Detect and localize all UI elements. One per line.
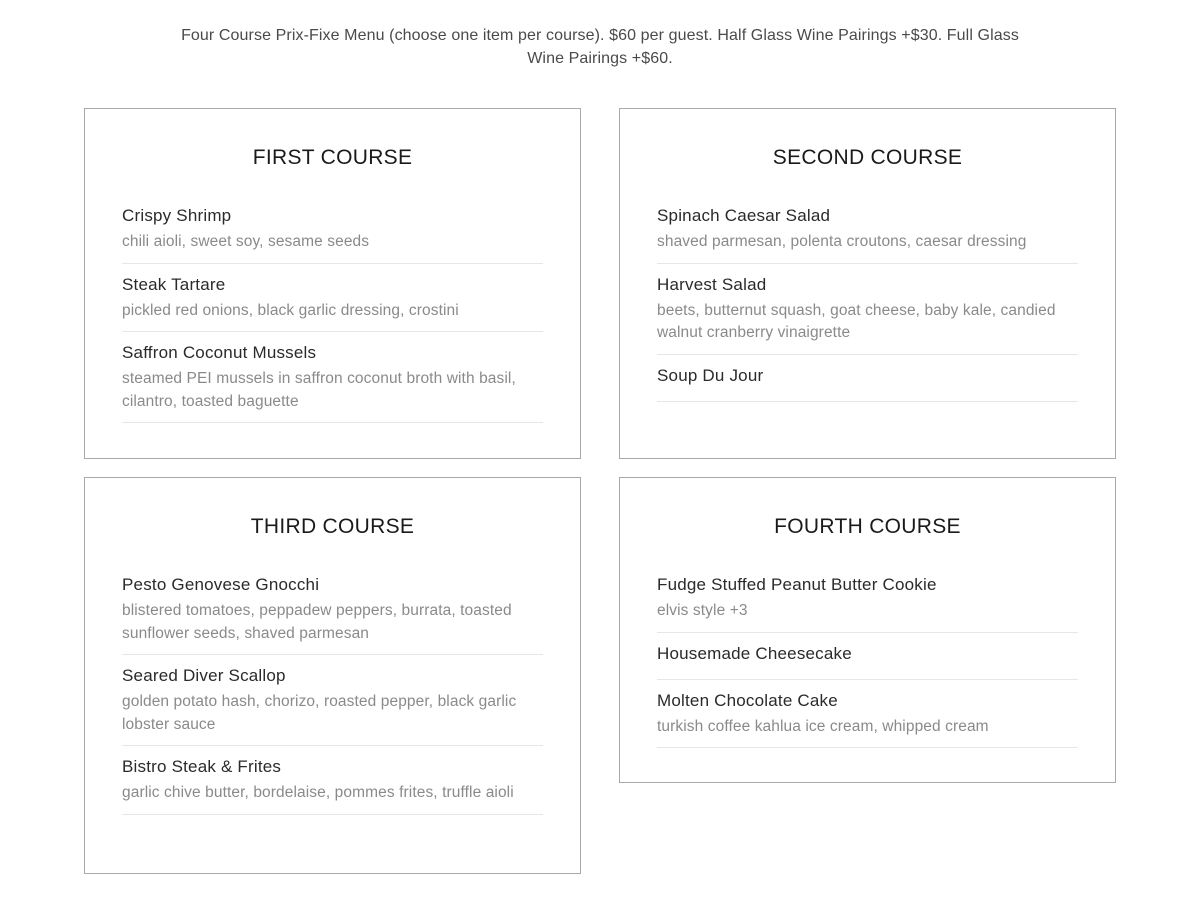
menu-item-name: Spinach Caesar Salad [657,206,831,225]
menu-item-name: Molten Chocolate Cake [657,690,838,710]
menu-item-name: Bistro Steak & Frites [122,757,282,776]
menu-intro: Four Course Prix-Fixe Menu (choose one item per course). $60 per guest. Half Glass Wine Pairings +$30. Full Glass Wine Pairings +$60. [181,27,1019,67]
menu-item [657,264,1078,355]
course-card-third [84,477,581,874]
menu-item [122,264,543,333]
menu-item-list [657,564,1078,748]
menu-item-name: Seared Diver Scallop [122,666,286,685]
menu-item-list [122,564,543,815]
menu-item-name: Pesto Genovese Gnocchi [122,575,320,594]
course-card-second [619,108,1116,459]
menu-item-description: beets, butternut squash, goat cheese, baby kale, candied walnut cranberry vinaigrette [657,301,1056,341]
course-card-fourth [619,477,1116,783]
menu-item-description: shaved parmesan, polenta croutons, caesar dressing [657,233,1027,250]
menu-item-description: pickled red onions, black garlic dressing, crostini [122,301,459,319]
menu-item-description: elvis style +3 [657,602,748,619]
menu-item [122,746,543,815]
menu-item-name: Saffron Coconut Mussels [122,343,317,362]
menu-item-name: Fudge Stuffed Peanut Butter Cookie [657,575,937,594]
menu-item-name: Housemade Cheesecake [657,643,852,663]
menu-item-name: Harvest Salad [657,274,767,294]
menu-item-description: chili aioli, sweet soy, sesame seeds [122,233,370,250]
menu-item-name: Steak Tartare [122,274,226,294]
menu-item-description: turkish coffee kahlua ice cream, whipped cream [657,717,989,735]
course-title: SECOND COURSE [772,146,963,169]
course-title: FIRST COURSE [252,146,413,169]
menu-item-list [122,195,543,423]
menu-item-description: golden potato hash, chorizo, roasted pepper, black garlic lobster sauce [122,693,517,733]
course-title: THIRD COURSE [250,515,415,538]
menu-item [122,564,543,655]
menu-item-name: Crispy Shrimp [122,206,232,225]
menu-item-list [657,195,1078,402]
menu-item [657,680,1078,749]
menu-item-description: blistered tomatoes, peppadew peppers, burrata, toasted sunflower seeds, shaved parmesan [122,602,512,642]
course-title: FOURTH COURSE [774,515,961,538]
course-card-first [84,108,581,459]
menu-item-name: Soup Du Jour [657,365,764,385]
menu-item [657,564,1078,633]
menu-item [122,195,543,264]
menu-item-description: garlic chive butter, bordelaise, pommes frites, truffle aioli [122,784,514,801]
menu-item [657,633,1078,680]
menu-item [657,195,1078,264]
menu-item [122,655,543,746]
menu-item [657,355,1078,402]
menu-item [122,332,543,423]
menu-item-description: steamed PEI mussels in saffron coconut broth with basil, cilantro, toasted baguette [122,370,516,410]
